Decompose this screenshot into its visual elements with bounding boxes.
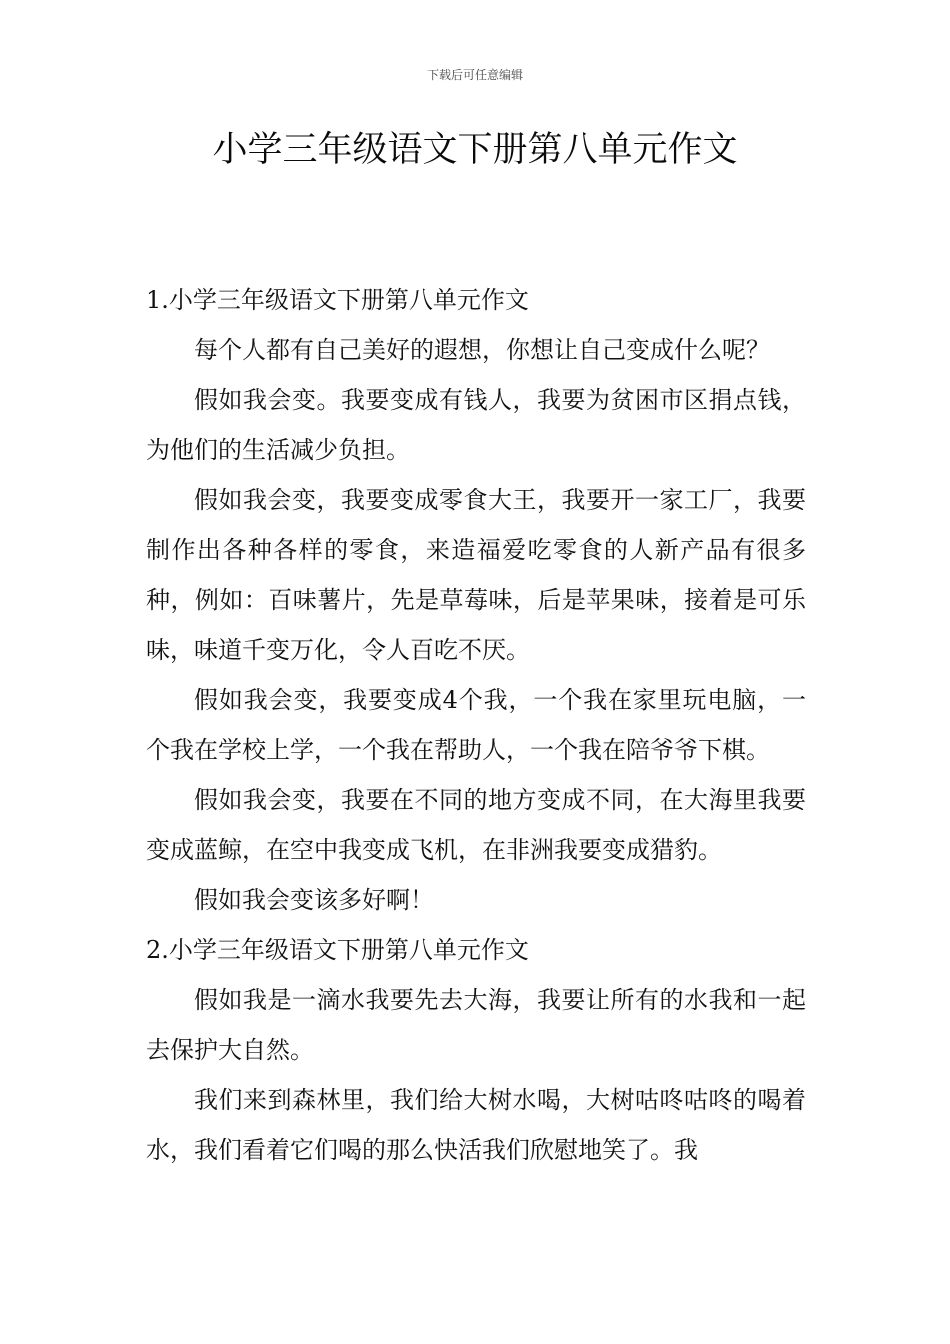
paragraph: 假如我是一滴水我要先去大海，我要让所有的水我和一起去保护大自然。: [146, 986, 806, 1064]
section-2: [146, 925, 806, 1175]
document-title: 小学三年级语文下册第八单元作文: [212, 130, 738, 170]
header-note: 下载后可任意编辑: [426, 68, 523, 82]
paragraph: 假如我会变。我要变成有钱人，我要为贫困市区捐点钱，为他们的生活减少负担。: [146, 386, 806, 464]
section-heading: 2.小学三年级语文下册第八单元作文: [146, 936, 529, 964]
paragraph: 假如我会变，我要在不同的地方变成不同，在大海里我要变成蓝鲸，在空中我变成飞机，在非洲我要变成猎豹。: [146, 786, 806, 864]
paragraph: 假如我会变该多好啊！: [194, 886, 434, 914]
section-1: [146, 275, 806, 925]
document-body: [146, 275, 806, 1175]
paragraph: 每个人都有自己美好的遐想，你想让自己变成什么呢？: [194, 336, 770, 364]
paragraph: 假如我会变，我要变成4个我，一个我在家里玩电脑，一个我在学校上学，一个我在帮助人，一个我在陪爷爷下棋。: [146, 686, 806, 764]
paragraph: 我们来到森林里，我们给大树水喝，大树咕咚咕咚的喝着水，我们看着它们喝的那么快活我们欣慰地笑了。我: [146, 1086, 806, 1164]
paragraph: 假如我会变，我要变成零食大王，我要开一家工厂，我要制作出各种各样的零食，来造福爱吃零食的人新产品有很多种，例如：百味薯片，先是草莓味，后是苹果味，接着是可乐味，味道千变万化，令人百吃不厌。: [146, 486, 806, 664]
section-heading: 1.小学三年级语文下册第八单元作文: [146, 286, 529, 314]
